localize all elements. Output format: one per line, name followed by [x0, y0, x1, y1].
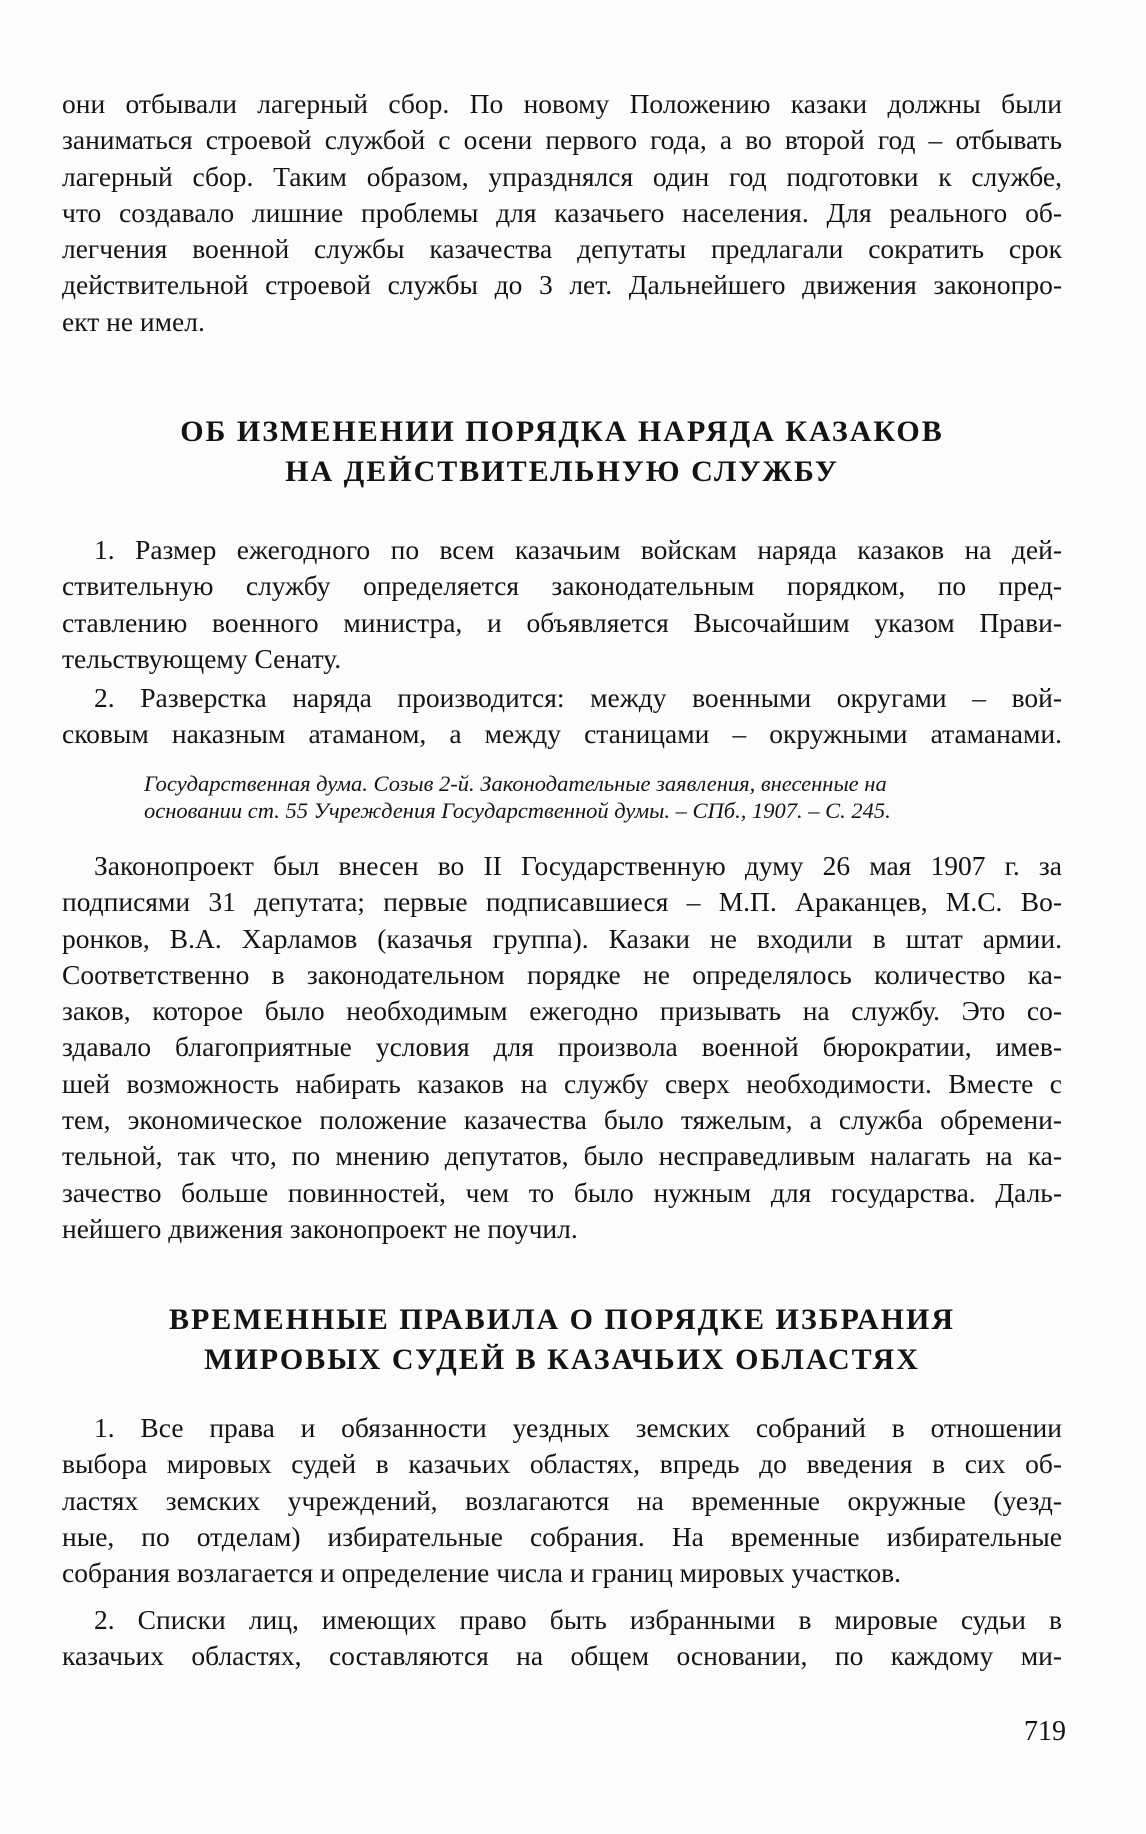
intro-line: действительной строевой службы до 3 лет. Дальнейшего движения законопро- [62, 269, 1062, 301]
commentary-line: здавало благоприятные условия для произвола военной бюрократии, имев- [62, 1031, 1062, 1063]
source-line: основании ст. 55 Учреждения Государственной думы. – СПб., 1907. – С. 245. [144, 798, 891, 823]
section1-p2-line: 2. Разверстка наряда производится: между военными округами – вой- [94, 682, 1062, 713]
source-line: Государственная дума. Созыв 2-й. Законодательные заявления, внесенные на [144, 771, 887, 796]
section1-paragraph-2 [62, 680, 1062, 753]
intro-paragraph [62, 86, 1062, 340]
section1-p1-line: ствительную службу определяется законодательным порядком, по пред- [62, 570, 1062, 602]
commentary-line: зачество больше повинностей, чем то было нужным для государства. Даль- [62, 1176, 1062, 1208]
section1-p1-line: 1. Размер ежегодного по всем казачьим войскам наряда казаков на дей- [94, 534, 1062, 565]
commentary-line: тельной, так что, по мнению депутатов, было несправедливым налагать на ка- [62, 1140, 1062, 1172]
section2-heading [62, 1300, 1062, 1380]
section2-heading-line: ВРЕМЕННЫЕ ПРАВИЛА О ПОРЯДКЕ ИЗБРАНИЯ [168, 1303, 956, 1336]
commentary-line: тем, экономическое положение казачества было тяжелым, а служба обремени- [62, 1104, 1062, 1136]
section2-paragraph-1 [62, 1410, 1062, 1591]
commentary-line: ронков, В.А. Харламов (казачья группа). Казаки не входили в штат армии. [62, 922, 1062, 954]
commentary-line: Соответственно в законодательном порядке не определялось количество ка- [62, 958, 1062, 990]
section1-p1-line: тельствующему Сенату. [62, 642, 342, 674]
section2-p1-line: ные, по отделам) избирательные собрания. На временные избирательные [62, 1520, 1062, 1552]
commentary-line: заков, которое было необходимым ежегодно призывать на службу. Это со- [62, 995, 1062, 1027]
intro-line: что создавало лишние проблемы для казачьего населения. Для реального об- [62, 196, 1062, 228]
page-number: 719 [1024, 1716, 1066, 1747]
intro-line: лагерный сбор. Таким образом, упразднялся один год подготовки к службе, [62, 160, 1062, 192]
commentary-line: Законопроект был внесен во II Государственную думу 26 мая 1907 г. за [94, 850, 1062, 881]
commentary-line: подписями 31 депутата; первые подписавшиеся – М.П. Араканцев, М.С. Во- [62, 886, 1062, 918]
intro-line: легчения военной службы казачества депутаты предлагали сократить срок [62, 233, 1062, 265]
source-citation [62, 770, 1062, 824]
intro-line: заниматься строевой службой с осени первого года, а во второй год – отбывать [62, 124, 1062, 156]
section2-p2-line: 2. Списки лиц, имеющих право быть избранными в мировые судьи в [94, 1604, 1062, 1635]
section2-paragraph-2 [62, 1602, 1062, 1675]
section1-heading [62, 412, 1062, 492]
section1-p1-line: ставлению военного министра, и объявляется Высочайшим указом Прави- [62, 606, 1062, 638]
section1-p2-line: сковым наказным атаманом, а между станицами – окружными атаманами. [62, 718, 1062, 750]
commentary-line: шей возможность набирать казаков на службу сверх необходимости. Вместе с [62, 1067, 1062, 1099]
section2-p1-line: 1. Все права и обязанности уездных земских собраний в отношении [94, 1412, 1062, 1443]
section2-p1-line: ластях земских учреждений, возлагаются на временные окружные (уезд- [62, 1484, 1062, 1516]
section2-heading-line: МИРОВЫХ СУДЕЙ В КАЗАЧЬИХ ОБЛАСТЯХ [204, 1343, 920, 1376]
section1-paragraph-1 [62, 532, 1062, 677]
section1-commentary [62, 848, 1062, 1247]
commentary-line: нейшего движения законопроект не поучил. [62, 1212, 578, 1244]
section2-p1-line: выбора мировых судей в казачьих областях, впредь до введения в сих об- [62, 1448, 1062, 1480]
section2-p2-line: казачьих областях, составляются на общем основании, по каждому ми- [62, 1640, 1062, 1672]
intro-line: они отбывали лагерный сбор. По новому Положению казаки должны были [62, 88, 1062, 119]
section2-p1-line: собрания возлагается и определение числа и границ мировых участков. [62, 1557, 901, 1589]
intro-line: ект не имел. [62, 305, 205, 337]
section1-heading-line: ОБ ИЗМЕНЕНИИ ПОРЯДКА НАРЯДА КАЗАКОВ [180, 415, 944, 448]
section1-heading-line: НА ДЕЙСТВИТЕЛЬНУЮ СЛУЖБУ [285, 455, 839, 488]
